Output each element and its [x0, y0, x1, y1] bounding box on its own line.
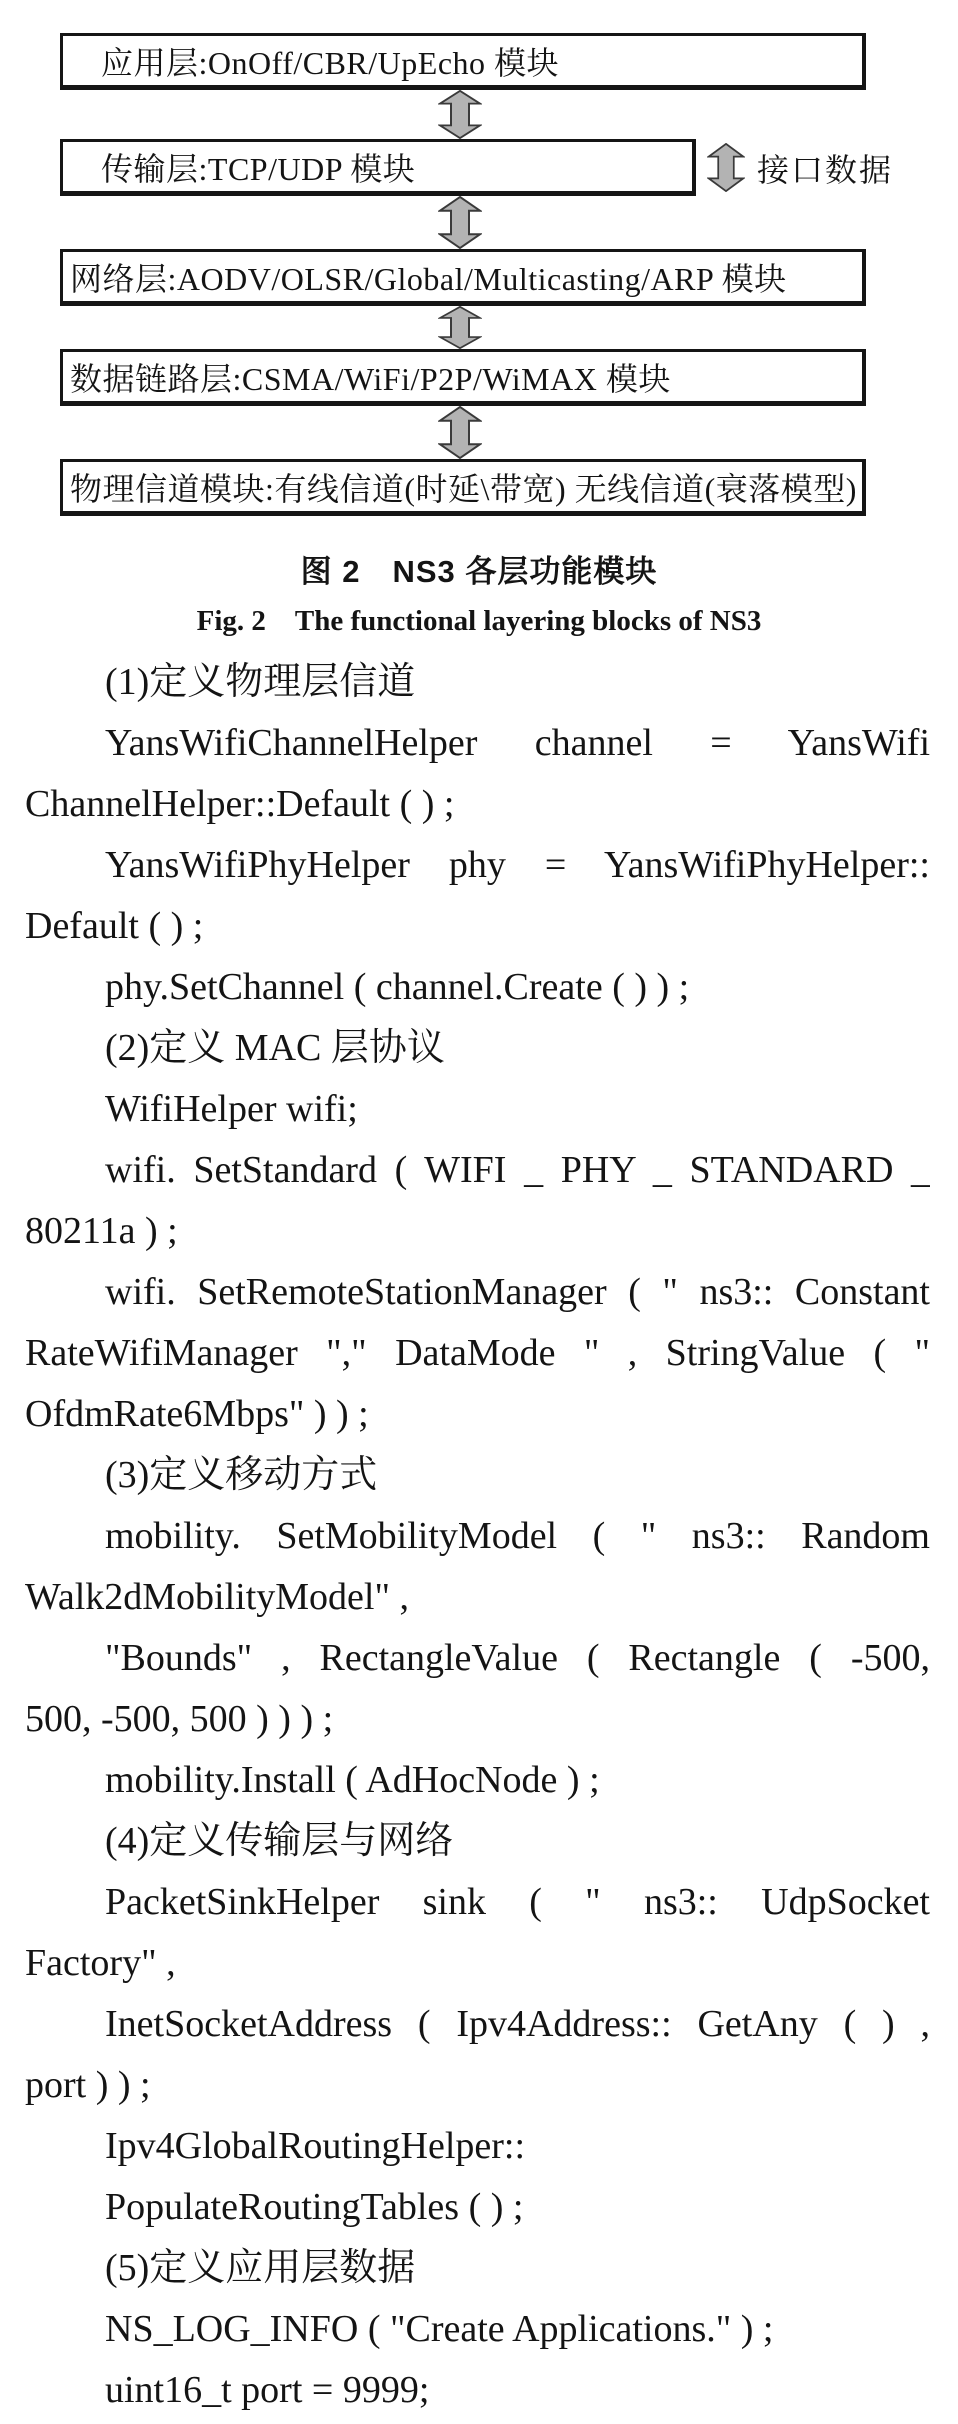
code-line: ChannelHelper::Default ( ) ; — [25, 783, 455, 825]
code-line: wifi. SetRemoteStationManager ( " ns3:: Constant — [105, 1271, 930, 1313]
layer-box-datalink-label: 数据链路层:CSMA/WiFi/P2P/WiMAX 模块 — [70, 360, 671, 397]
double-vertical-arrow-icon — [707, 143, 745, 192]
layer-box-physical-channel-label: 物理信道模块:有线信道(时延\带宽) 无线信道(衰落模型) — [70, 470, 857, 507]
double-vertical-arrow-icon — [438, 306, 482, 349]
code-line: WifiHelper wifi; — [105, 1088, 358, 1130]
code-line: YansWifiPhyHelper phy = YansWifiPhyHelper:: — [105, 844, 930, 886]
code-line: 500, -500, 500 ) ) ) ; — [25, 1698, 334, 1740]
code-line: Factory" , — [25, 1942, 176, 1984]
code-line: NS_LOG_INFO ( "Create Applications." ) ; — [105, 2308, 774, 2350]
code-line: mobility.Install ( AdHocNode ) ; — [105, 1759, 600, 1801]
layer-box-datalink — [60, 349, 866, 406]
figure-caption-en: Fig. 2 The functional layering blocks of NS3 — [196, 605, 762, 637]
code-listing — [25, 652, 930, 2421]
code-line: RateWifiManager "," DataMode " , StringValue ( " — [25, 1332, 930, 1374]
layer-box-application-label: 应用层:OnOff/CBR/UpEcho 模块 — [101, 44, 560, 81]
code-line: Walk2dMobilityModel" , — [25, 1576, 409, 1618]
code-line: (5)定义应用层数据 — [105, 2247, 416, 2289]
code-line: "Bounds" , RectangleValue ( Rectangle ( -500, — [105, 1637, 930, 1679]
code-line: wifi. SetStandard ( WIFI _ PHY _ STANDARD _ — [105, 1149, 930, 1191]
code-line: InetSocketAddress ( Ipv4Address:: GetAny ( ) , — [105, 2003, 930, 2045]
code-line: port ) ) ; — [25, 2064, 151, 2106]
code-line: (1)定义物理层信道 — [105, 661, 416, 703]
code-line: Default ( ) ; — [25, 905, 204, 947]
code-line: (3)定义移动方式 — [105, 1454, 378, 1496]
code-line: uint16_t port = 9999; — [105, 2369, 430, 2411]
code-line: (2)定义 MAC 层协议 — [105, 1027, 445, 1069]
layer-box-transport-label: 传输层:TCP/UDP 模块 — [101, 150, 416, 187]
code-line: 80211a ) ; — [25, 1210, 178, 1252]
code-line: (4)定义传输层与网络 — [105, 1820, 454, 1862]
code-line: phy.SetChannel ( channel.Create ( ) ) ; — [105, 966, 690, 1008]
double-vertical-arrow-icon — [438, 406, 482, 459]
layer-box-application — [60, 33, 866, 90]
code-line: mobility. SetMobilityModel ( " ns3:: Random — [105, 1515, 930, 1557]
layer-box-physical-channel — [60, 459, 866, 516]
figure-caption-zh: 图 2 NS3 各层功能模块 — [300, 554, 658, 589]
code-line: OfdmRate6Mbps" ) ) ; — [25, 1393, 369, 1435]
code-line: PacketSinkHelper sink ( " ns3:: UdpSocket — [105, 1881, 930, 1923]
layer-box-network-label: 网络层:AODV/OLSR/Global/Multicasting/ARP 模块 — [70, 260, 787, 297]
layer-box-transport — [60, 139, 696, 196]
layer-box-network — [60, 249, 866, 306]
double-vertical-arrow-icon — [438, 196, 482, 249]
code-line: Ipv4GlobalRoutingHelper:: — [105, 2125, 526, 2167]
code-line: YansWifiChannelHelper channel = YansWifi — [105, 722, 930, 764]
code-line: PopulateRoutingTables ( ) ; — [105, 2186, 524, 2228]
interface-data-label: 接口数据 — [757, 151, 894, 188]
double-vertical-arrow-icon — [438, 90, 482, 139]
